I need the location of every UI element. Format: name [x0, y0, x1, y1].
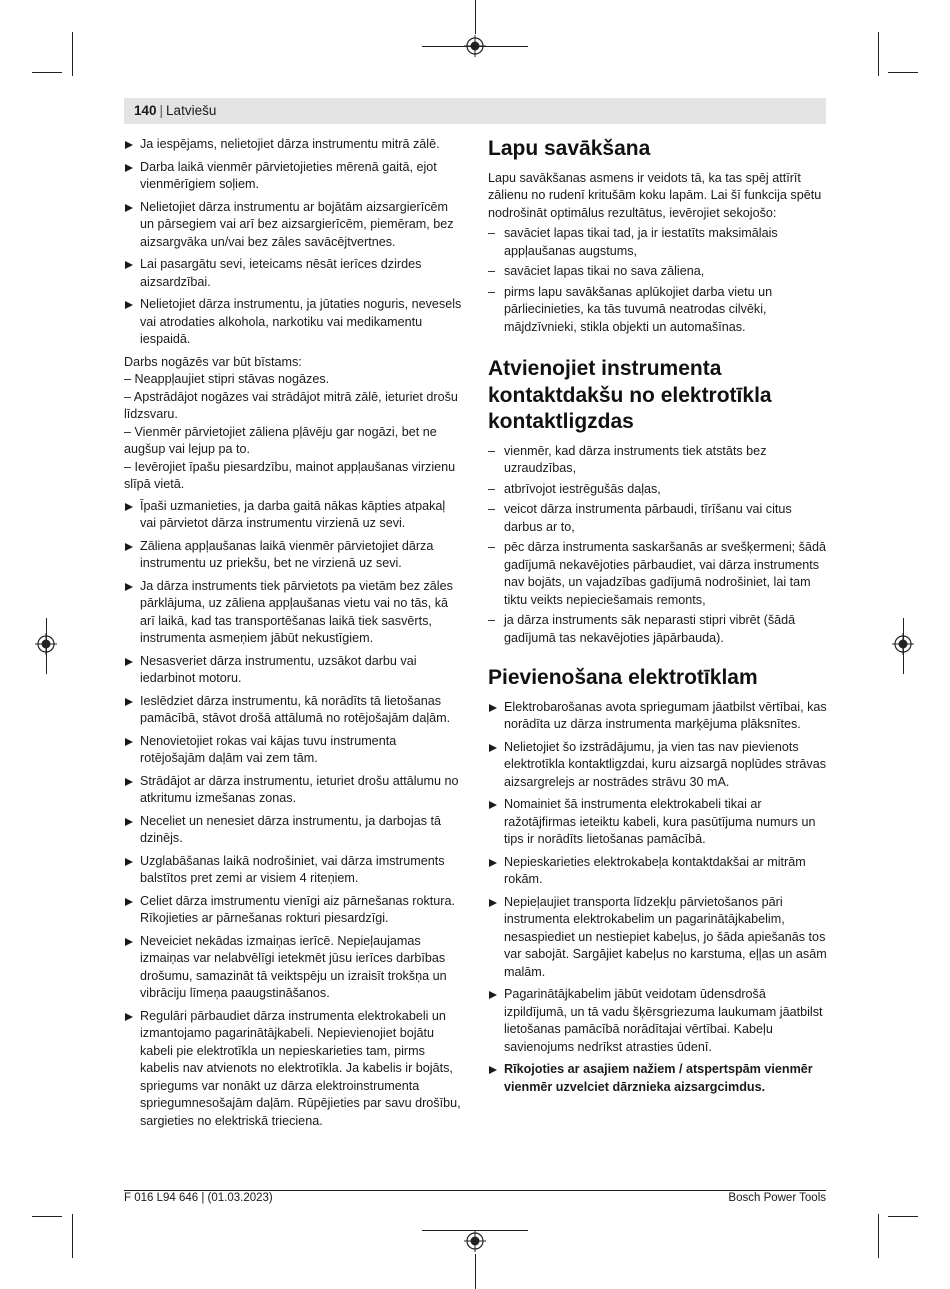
language-label: Latviešu [166, 103, 217, 118]
page-number: 140 [134, 103, 157, 118]
registration-mark-icon [35, 633, 57, 655]
bullet-item: Uzglabāšanas laikā nodrošiniet, vai dārza imstruments balstītos pret zemi ar visiem 4 riteņiem. [124, 853, 464, 888]
crop-mark [72, 32, 73, 76]
bullet-list [124, 498, 464, 1131]
slopes-line: – Apstrādājot nogāzes vai strādājot mitrā zālē, ieturiet drošu līdzsvaru. [124, 389, 458, 421]
section-heading: Atvienojiet instrumenta kontaktdakšu no elektrotīkla kontaktligzdas [488, 357, 772, 433]
bullet-item: Nenovietojiet rokas vai kājas tuvu instrumenta rotējošajām daļām vai zem tām. [124, 733, 464, 768]
header-text [134, 102, 216, 120]
bullet-item: Ja dārza instruments tiek pārvietots pa vietām bez zāles pārklājuma, uz zāliena appļaušanas vietu vai no tās, kā arī laikā, kad tas transportēšanas laikā tiek sasvērts, instrumenta asmeņiem jābūt nekustīgiem. [124, 578, 464, 648]
crop-mark [475, 0, 476, 34]
bullet-item: Strādājot ar dārza instrumentu, ieturiet drošu attālumu no atkritumu izmešanas zonas. [124, 773, 464, 808]
dash-item: – veicot dārza instrumenta pārbaudi, tīrīšanu vai citus darbus ar to, [488, 501, 828, 536]
section-intro: Lapu savākšanas asmens ir veidots tā, ka tas spēj attīrīt zālienu no rudenī kritušām koku lapām. Lai šī funkcija spētu nodrošināt optimālus rezultātus, ievērojiet sekojošo: [488, 170, 822, 220]
bullet-item: Lai pasargātu sevi, ieteicams nēsāt ierīces dzirdes aizsardzībai. [124, 256, 464, 291]
bullet-item: Regulāri pārbaudiet dārza instrumenta elektrokabeli un izmantojamo pagarinātājkabeli. Nepievienojiet bojātu kabeli pie elektrotīkla un nepieskarieties tam, pirms kabelis nav atvienots no elektrotīkla. Ja kabelis ir bojāts, spriegums var nonākt uz dārza elektroinstrumenta spriegumnesošajām daļām. Rūpējieties par savu drošību, sargieties no elektriskā trieciena. [124, 1008, 464, 1131]
bullet-list [124, 136, 464, 349]
dash-item: – vienmēr, kad dārza instruments tiek atstāts bez uzraudzības, [488, 443, 828, 478]
bullet-item: Zāliena appļaušanas laikā vienmēr pārvietojiet dārza instrumentu uz priekšu, bet ne virzienā uz sevi. [124, 538, 464, 573]
registration-mark-icon [892, 633, 914, 655]
bullet-item: Nelietojiet dārza instrumentu, ja jūtaties noguris, nevesels vai atrodaties alkohola, narkotiku vai medikamentu iespaidā. [124, 296, 464, 349]
crop-mark [878, 32, 879, 76]
crop-mark [475, 1254, 476, 1289]
footer-rule [124, 1190, 826, 1191]
dash-item: – ja dārza instruments sāk neparasti stipri vibrēt (šādā gadījumā tas nekavējoties jāpārbauda). [488, 612, 828, 647]
bullet-item: Neceliet un nenesiet dārza instrumentu, ja darbojas tā dzinējs. [124, 813, 464, 848]
bullet-item: Īpaši uzmanieties, ja darba gaitā nākas kāpties atpakaļ vai pārvietot dārza instrumentu virzienā uz sevi. [124, 498, 464, 533]
bullet-item: Pagarinātājkabelim jābūt veidotam ūdensdrošā izpildījumā, un tā vadu šķērsgriezuma laukumam jāatbilst lietošanas pamācībā norādītajai vērtībai. Kabeļu savienojums nedrīkst atrasties ūdenī. [488, 986, 828, 1056]
right-column [488, 136, 828, 1101]
section-heading: Pievienošana elektrotīklam [488, 666, 758, 689]
dash-item: – atbrīvojot iestrēgušās daļas, [488, 481, 828, 499]
crop-mark [888, 1216, 918, 1217]
bullet-item: Nepieskarieties elektrokabeļa kontaktdakšai ar mitrām rokām. [488, 854, 828, 889]
dash-item: – pēc dārza instrumenta saskaršanās ar svešķermeni; šādā gadījumā nekavējoties pārbaudiet, vai dārza instruments nav bojāts, un vajadzības gadījumā nodrošiniet, lai tam tiktu veikts nepieciešamais remonts, [488, 539, 828, 609]
footer-brand: Bosch Power Tools [728, 1192, 826, 1204]
bullet-item: Darba laikā vienmēr pārvietojieties mērenā gaitā, ejot vienmērīgiem soļiem. [124, 159, 464, 194]
dash-item: – savāciet lapas tikai tad, ja ir iestatīts maksimālais appļaušanas augstums, [488, 225, 828, 260]
registration-mark-icon [464, 1230, 486, 1252]
dash-item: – pirms lapu savākšanas aplūkojiet darba vietu un pārliecinieties, ka tās tuvumā neatrodas cilvēki, mājdzīvnieki, stikla objekti un automašīnas. [488, 284, 828, 337]
slopes-line: – Ievērojiet īpašu piesardzību, mainot appļaušanas virzienu slīpā vietā. [124, 459, 456, 491]
bullet-item: Nesasveriet dārza instrumentu, uzsākot darbu vai iedarbinot motoru. [124, 653, 464, 688]
crop-mark [72, 1214, 73, 1258]
footer-doc-ref: F 016 L94 646 | (01.03.2023) [124, 1192, 273, 1204]
bullet-item: Neveiciet nekādas izmaiņas ierīcē. Nepieļaujamas izmaiņas var nelabvēlīgi ietekmēt jūsu ierīces darbības drošumu, samazināt tā veiktspēju un izraisīt trokšņa un vibrāciju līmeņa paaugstināšanos. [124, 933, 464, 1003]
slopes-line: – Vienmēr pārvietojiet zāliena pļāvēju gar nogāzi, bet ne augšup vai lejup pa to. [124, 424, 437, 456]
bullet-item: Nelietojiet šo izstrādājumu, ja vien tas nav pievienots elektrotīkla kontaktligzdai, kuru aizsargā noplūdes strāvas aizsargrelejs ar nostrādes strāvu 30 mA. [488, 739, 828, 792]
bullet-item: Nomainiet šā instrumenta elektrokabeli tikai ar ražotājfirmas ieteiktu kabeli, kura pasūtījuma numurs un tips ir norādīts lietošanas pamācībā. [488, 796, 828, 849]
dash-item: – savāciet lapas tikai no sava zāliena, [488, 263, 828, 281]
bullet-item: Ja iespējams, nelietojiet dārza instrumentu mitrā zālē. [124, 136, 464, 154]
slopes-intro: Darbs nogāzēs var būt bīstams: [124, 354, 302, 369]
bullet-item: Nelietojiet dārza instrumentu ar bojātām aizsargierīcēm un pārsegiem vai arī bez aizsargierīcēm, piemēram, bez aizsargvāka un/vai bez zāles savācējtvertnes. [124, 199, 464, 252]
slopes-line: – Neappļaujiet stipri stāvas nogāzes. [124, 372, 330, 386]
crop-mark [878, 1214, 879, 1258]
section-heading: Lapu savākšana [488, 137, 651, 160]
page-header [124, 98, 826, 124]
crop-mark [888, 72, 918, 73]
bullet-item-bold: Rīkojoties ar asajiem nažiem / atspertspām vienmēr vienmēr uzvelciet dārznieka aizsargcimdus. [488, 1061, 828, 1096]
bullet-item: Nepieļaujiet transporta līdzekļu pārvietošanos pāri instrumenta elektrokabelim un pagarinātājkabelim, nesaspiediet un nestiepiet kabeļus, jo šāda apiešanās tos var sabojāt. Sargājiet kabeļus no karstuma, eļļas un asām malām. [488, 894, 828, 982]
bullet-item: Ieslēdziet dārza instrumentu, kā norādīts tā lietošanas pamācībā, stāvot drošā attālumā no rotējošajām daļām. [124, 693, 464, 728]
crop-mark [32, 72, 62, 73]
left-column [124, 136, 464, 1135]
crop-mark [32, 1216, 62, 1217]
bullet-item: Celiet dārza imstrumentu vienīgi aiz pārnešanas roktura. Rīkojieties ar pārnešanas rokturi piesardzīgi. [124, 893, 464, 928]
header-separator: | [159, 103, 164, 118]
registration-mark-icon [464, 35, 486, 57]
bullet-item: Elektrobarošanas avota spriegumam jāatbilst vērtībai, kas norādīta uz dārza instrumenta marķējuma plāksnītes. [488, 699, 828, 734]
